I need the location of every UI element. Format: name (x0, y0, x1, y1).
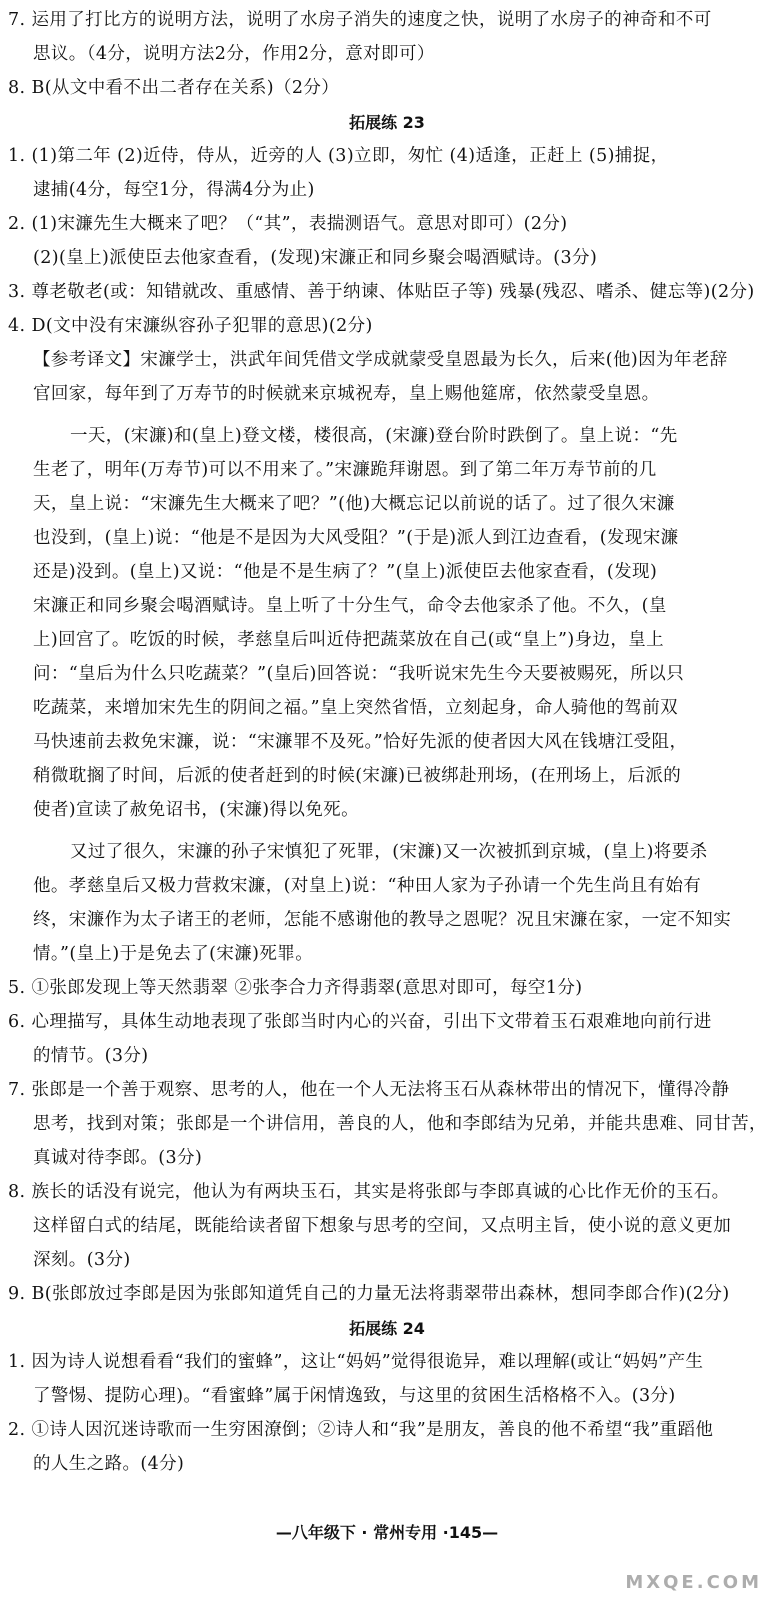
text-line: 使者)宣读了赦免诏书，(宋濂)得以免死。 (33, 800, 359, 820)
text-line: 7. 运用了打比方的说明方法，说明了水房子消失的速度之快，说明了水房子的神奇和不可 (8, 10, 712, 30)
text-line: 稍微耽搁了时间，后派的使者赶到的时候(宋濂)已被绑赴刑场，(在刑场上，后派的 (33, 766, 682, 786)
text-line: 深刻。(3分) (33, 1250, 131, 1270)
text-line: 2. ①诗人因沉迷诗歌而一生穷困潦倒；②诗人和“我”是朋友，善良的他不希望“我”重蹈他 (8, 1420, 714, 1440)
text-line: 8. 族长的话没有说完，他认为有两块玉石，其实是将张郎与李郎真诚的心比作无价的玉石。 (8, 1182, 730, 1202)
text-line: 还是)没到。(皇上)又说：“他是不是生病了？”(皇上)派使臣去他家查看，(发现) (33, 562, 658, 582)
text-line: 2. (1)宋濂先生大概来了吧？（“其”，表揣测语气。意思对即可）(2分) (8, 214, 568, 234)
text-line: 6. 心理描写，具体生动地表现了张郎当时内心的兴奋，引出下文带着玉石艰难地向前行进 (8, 1012, 712, 1032)
section-title: 拓展练 24 (349, 1319, 425, 1338)
text-line: 一天，(宋濂)和(皇上)登文楼，楼很高，(宋濂)登台阶时跌倒了。皇上说：“先 (70, 426, 678, 446)
text-line: 天，皇上说：“宋濂先生大概来了吧？”(他)大概忘记以前说的话了。过了很久宋濂 (33, 494, 675, 514)
text-line: 也没到，(皇上)说：“他是不是因为大风受阻？”(于是)派人到江边查看，(发现宋濂 (33, 528, 679, 548)
text-line: 【参考译文】宋濂学士，洪武年间凭借文学成就蒙受皇恩最为长久，后来(他)因为年老辞 (33, 350, 728, 370)
text-line: 吃蔬菜，来增加宋先生的阴间之福。”皇上突然省悟，立刻起身，命人骑他的驾前双 (33, 698, 678, 718)
text-line: 马快速前去救免宋濂，说：“宋濂罪不及死。”恰好先派的使者因大风在钱塘江受阻， (33, 732, 688, 752)
text-line: (2)(皇上)派使臣去他家查看，(发现)宋濂正和同乡聚会喝酒赋诗。(3分) (33, 248, 598, 268)
text-line: 1. (1)第二年 (2)近侍，侍从，近旁的人 (3)立即，匆忙 (4)适逢，正赶上 (5)捕捉， (8, 146, 669, 166)
text-line: 他。孝慈皇后又极力营救宋濂，(对皇上)说：“种田人家为子孙请一个先生尚且有始有 (33, 876, 702, 896)
watermark: MXQE.COM (625, 1572, 762, 1593)
text-line: 问：“皇后为什么只吃蔬菜？”(皇后)回答说：“我听说宋先生今天要被赐死，所以只 (33, 664, 685, 684)
text-line: 7. 张郎是一个善于观察、思考的人，他在一个人无法将玉石从森林带出的情况下，懂得冷静 (8, 1080, 730, 1100)
text-line: 逮捕(4分，每空1分，得满4分为止) (33, 180, 315, 200)
text-line: 的情节。(3分) (33, 1046, 149, 1066)
text-line: 真诚对待李郎。(3分) (33, 1148, 203, 1168)
text-line: 思考，找到对策；张郎是一个讲信用，善良的人，他和李郎结为兄弟，并能共患难、同甘苦， (33, 1114, 767, 1134)
text-line: 思议。（4分，说明方法2分，作用2分，意对即可） (33, 44, 435, 64)
page-footer: —八年级下 · 常州专用 ·145— (275, 1523, 499, 1542)
section-title: 拓展练 23 (349, 113, 425, 132)
text-line: 终，宋濂作为太子诸王的老师，怎能不感谢他的教导之恩呢？况且宋濂在家，一定不知实 (33, 910, 732, 930)
text-line: 又过了很久，宋濂的孙子宋慎犯了死罪，(宋濂)又一次被抓到京城，(皇上)将要杀 (70, 842, 708, 862)
text-line: 了警惕、提防心理)。“看蜜蜂”属于闲情逸致，与这里的贫困生活格格不入。(3分) (33, 1386, 676, 1406)
text-line: 9. B(张郎放过李郎是因为张郎知道凭自己的力量无法将翡翠带出森林，想同李郎合作)(2分) (8, 1284, 730, 1304)
text-line: 官回家，每年到了万寿节的时候就来京城祝寿，皇上赐他筵席，依然蒙受皇恩。 (33, 384, 660, 404)
text-line: 5. ①张郎发现上等天然翡翠 ②张李合力齐得翡翠(意思对即可，每空1分) (8, 978, 583, 998)
text-line: 8. B(从文中看不出二者存在关系)（2分） (8, 78, 340, 98)
text-line: 情。”(皇上)于是免去了(宋濂)死罪。 (33, 944, 314, 964)
text-line: 宋濂正和同乡聚会喝酒赋诗。皇上听了十分生气，命令去他家杀了他。不久，(皇 (33, 596, 667, 616)
text-line: 1. 因为诗人说想看看“我们的蜜蜂”，这让“妈妈”觉得很诡异，难以理解(或让“妈妈”产生 (8, 1352, 704, 1372)
text-line: 生老了，明年(万寿节)可以不用来了。”宋濂跪拜谢恩。到了第二年万寿节前的几 (33, 460, 657, 480)
text-line: 这样留白式的结尾，既能给读者留下想象与思考的空间，又点明主旨，使小说的意义更加 (33, 1216, 732, 1236)
text-line: 3. 尊老敬老(或：知错就改、重感情、善于纳谏、体贴臣子等) 残暴(残忍、嗜杀、健忘等)(2分) (8, 282, 755, 302)
text-line: 上)回宫了。吃饭的时候，孝慈皇后叫近侍把蔬菜放在自己(或“皇上”)身边，皇上 (33, 630, 665, 650)
text-line: 4. D(文中没有宋濂纵容孙子犯罪的意思)(2分) (8, 316, 373, 336)
text-line: 的人生之路。(4分) (33, 1454, 185, 1474)
